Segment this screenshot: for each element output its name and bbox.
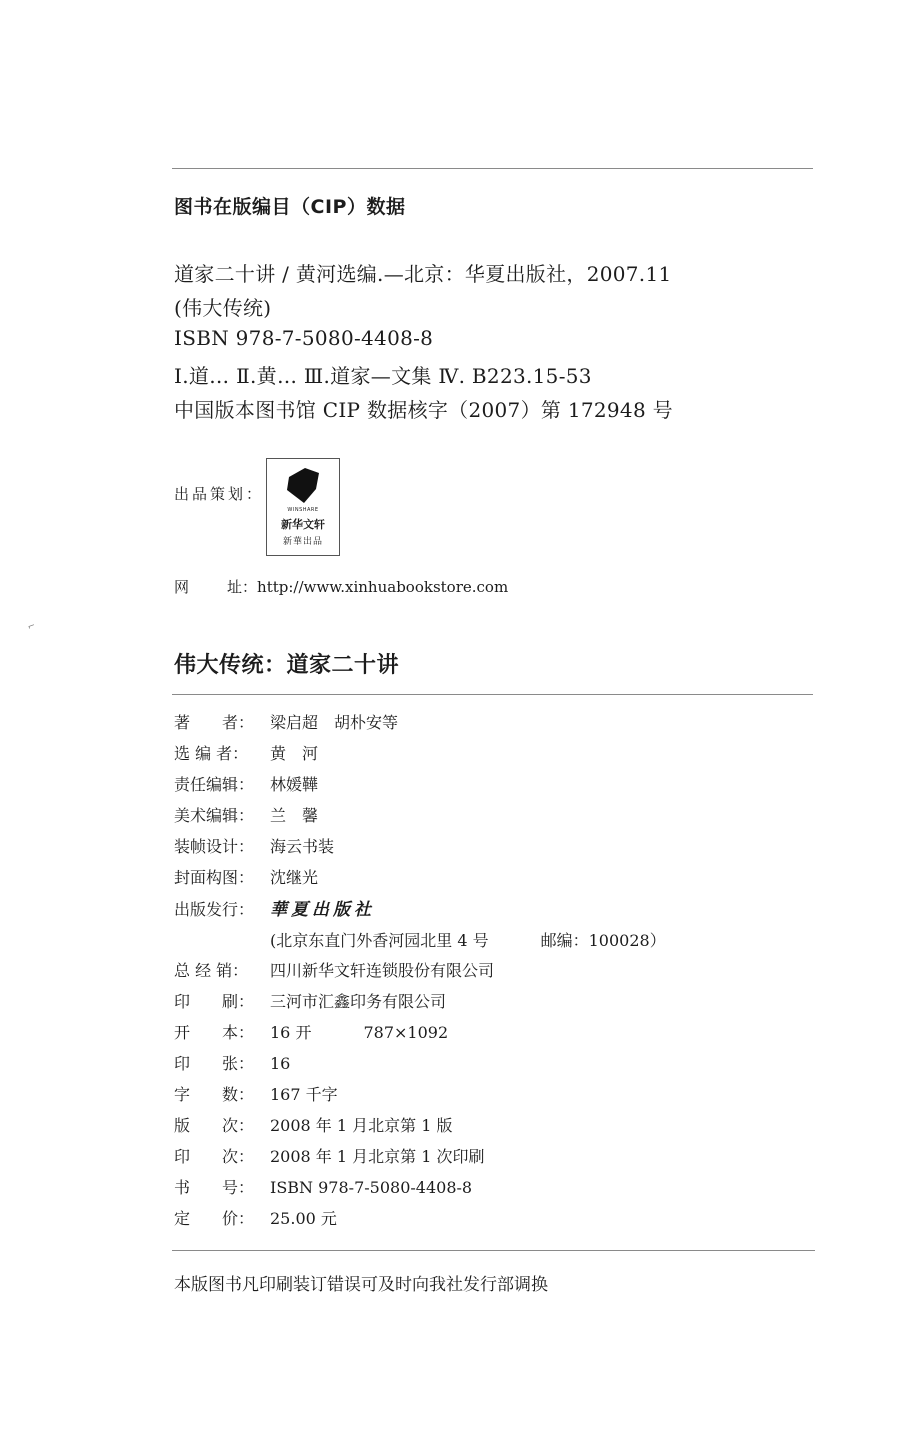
info-value: 167 千字: [270, 1085, 338, 1104]
info-label: 书 号：: [174, 1178, 255, 1197]
info-value: 林媛鞾: [270, 775, 319, 794]
cip-isbn-line: ISBN 978-7-5080-4408-8: [174, 326, 434, 350]
info-label: 印 刷：: [174, 992, 255, 1011]
title-rule: [172, 694, 813, 695]
info-address-value: (北京东直门外香河园北里 4 号: [270, 931, 489, 950]
info-value: 黄 河: [270, 744, 319, 763]
planner-label: 出品策划：: [174, 485, 265, 503]
book-title: 伟大传统：道家二十讲: [174, 652, 400, 678]
info-label: 定 价：: [174, 1209, 255, 1228]
website-url: http://www.xinhuabookstore.com: [257, 578, 509, 596]
info-responsible-editor: [174, 772, 318, 795]
info-value: 25.00 元: [270, 1209, 337, 1228]
info-value: 16: [270, 1054, 291, 1073]
info-price: [174, 1206, 337, 1229]
info-format: [174, 1020, 448, 1043]
info-label: 印 张：: [174, 1054, 255, 1073]
info-format-size: 787×1092: [363, 1023, 449, 1042]
info-value: 三河市汇鑫印务有限公司: [270, 992, 447, 1011]
info-word-count: [174, 1082, 338, 1105]
info-label: 总 经 销：: [174, 961, 249, 980]
info-label: 著 者：: [174, 713, 255, 732]
info-cover-design: [174, 865, 318, 888]
info-label: 封面构图：: [174, 868, 255, 887]
website-label-a: 网: [174, 578, 190, 596]
info-value: 海云书装: [270, 837, 335, 856]
website-label-b: 址：: [227, 578, 258, 596]
cip-series-line: (伟大传统): [174, 296, 272, 320]
info-binding-design: [174, 834, 334, 857]
top-rule: [172, 168, 813, 169]
info-value: 16 开: [270, 1023, 312, 1042]
info-label: 出版发行：: [174, 900, 255, 919]
logo-latin-text: WINSHARE: [287, 507, 319, 513]
info-isbn: [174, 1175, 472, 1198]
winshare-emblem-icon: [267, 459, 339, 509]
cip-title-line: 道家二十讲 / 黄河选编.—北京：华夏出版社，2007.11: [174, 262, 672, 286]
info-value: 兰 馨: [270, 806, 319, 825]
info-publisher: [174, 895, 375, 920]
cip-subject-line: Ⅰ.道… Ⅱ.黄… Ⅲ.道家—文集 Ⅳ. B223.15-53: [174, 364, 592, 388]
info-value: 2008 年 1 月北京第 1 版: [270, 1116, 453, 1135]
cip-record-line: 中国版本图书馆 CIP 数据核字（2007）第 172948 号: [174, 398, 673, 422]
publisher-logo: 華夏出版社: [270, 900, 375, 920]
info-value: 四川新华文轩连锁股份有限公司: [270, 961, 495, 980]
info-label: 美术编辑：: [174, 806, 255, 825]
info-label: 装帧设计：: [174, 837, 255, 856]
info-label: 开 本：: [174, 1023, 255, 1042]
footer-note: 本版图书凡印刷装订错误可及时向我社发行部调换: [174, 1275, 548, 1295]
website-line: [174, 576, 508, 597]
info-value: 沈继光: [270, 868, 319, 887]
footer-rule: [172, 1250, 815, 1251]
info-value: ISBN 978-7-5080-4408-8: [270, 1178, 473, 1197]
info-label: 字 数：: [174, 1085, 255, 1104]
info-label: 印 次：: [174, 1147, 255, 1166]
info-address: [174, 928, 666, 951]
info-art-editor: [174, 803, 318, 826]
info-editor-selector: [174, 741, 318, 764]
info-label: 版 次：: [174, 1116, 255, 1135]
info-postcode: 邮编：100028）: [540, 931, 666, 950]
info-author: [174, 710, 398, 733]
info-label: 责任编辑：: [174, 775, 255, 794]
logo-sub-text: 新華出品: [282, 537, 323, 547]
info-sheets: [174, 1051, 290, 1074]
cip-heading: 图书在版编目（CIP）数据: [174, 196, 406, 218]
info-value: 梁启超 胡朴安等: [270, 713, 399, 732]
info-label: 选 编 者：: [174, 744, 249, 763]
info-printer: [174, 989, 446, 1012]
info-edition: [174, 1113, 453, 1136]
info-value: 2008 年 1 月北京第 1 次印刷: [270, 1147, 485, 1166]
info-distributor: [174, 958, 494, 981]
stray-mark: ⌐: [26, 621, 38, 633]
winshare-logo: [266, 458, 340, 556]
logo-main-text: 新华文轩: [281, 518, 325, 531]
info-impression: [174, 1144, 485, 1167]
